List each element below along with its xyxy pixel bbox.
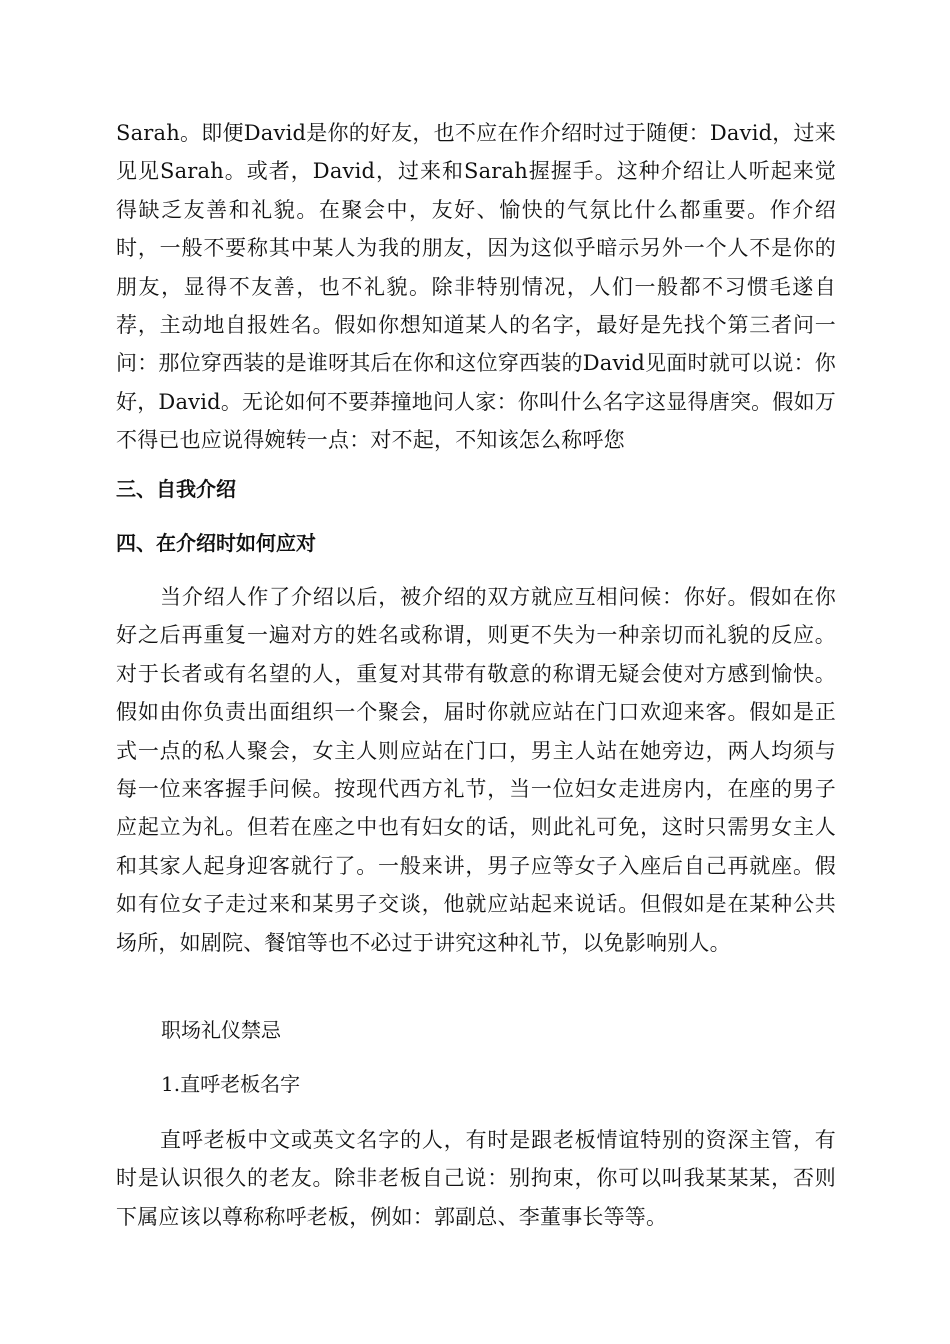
body-paragraph: 直呼老板中文或英文名字的人，有时是跟老板情谊特别的资深主管，有时是认识很久的老友。除非老板自己说：别拘束，你可以叫我某某某，否则下属应该以尊称称呼老板，例如：郭副总、李董事长等等。 [116, 1128, 836, 1229]
section-heading-responding: 四、在介绍时如何应对 [116, 531, 316, 555]
section-heading-block [116, 529, 836, 557]
body-paragraph: Sarah。即便David是你的好友，也不应在作介绍时过于随便：David，过来见见Sarah。或者，David，过来和Sarah握握手。这种介绍让人听起来觉得缺乏友善和礼貌。在聚会中，友好、愉快的气氛比什么都重要。作介绍时，一般不要称其中某人为我的朋友，因为这似乎暗示另外一个人不是你的朋友，显得不友善，也不礼貌。除非特别情况，人们一般都不习惯毛遂自荐，主动地自报姓名。假如你想知道某人的名字，最好是先找个第三者问一问：那位穿西装的是谁呀其后在你和这位穿西装的David见面时就可以说：你好，David。无论如何不要莽撞地问人家：你叫什么名字这显得唐突。假如万不得已也应说得婉转一点：对不起，不知该怎么称呼您 [116, 121, 836, 453]
body-paragraph: 当介绍人作了介绍以后，被介绍的双方就应互相问候：你好。假如在你好之后再重复一遍对方的姓名或称谓，则更不失为一种亲切而礼貌的反应。对于长者或有名望的人，重复对其带有敬意的称谓无疑会使对方感到愉快。假如由你负责出面组织一个聚会，届时你就应站在门口欢迎来客。假如是正式一点的私人聚会，女主人则应站在门口，男主人站在她旁边，两人均须与每一位来客握手问候。按现代西方礼节，当一位妇女走进房内，在座的男子应起立为礼。但若在座之中也有妇女的话，则此礼可免，这时只需男女主人和其家人起身迎客就行了。一般来讲，男子应等女子入座后自己再就座。假如有位女子走过来和某男子交谈，他就应站起来说话。但假如是在某种公共场所，如剧院、餐馆等也不必过于讲究这种礼节，以免影响别人。 [116, 585, 836, 955]
paragraph-block [116, 578, 836, 962]
paragraph-block [116, 1121, 836, 1236]
list-item-title: 1.直呼老板名字 [161, 1072, 301, 1096]
subtitle-block [116, 1016, 836, 1044]
section-heading-self-introduction: 三、自我介绍 [116, 477, 236, 501]
list-item-block [116, 1070, 836, 1098]
section-heading-block [116, 475, 836, 503]
paragraph-block [116, 114, 836, 460]
workplace-etiquette-subtitle: 职场礼仪禁忌 [161, 1018, 281, 1042]
